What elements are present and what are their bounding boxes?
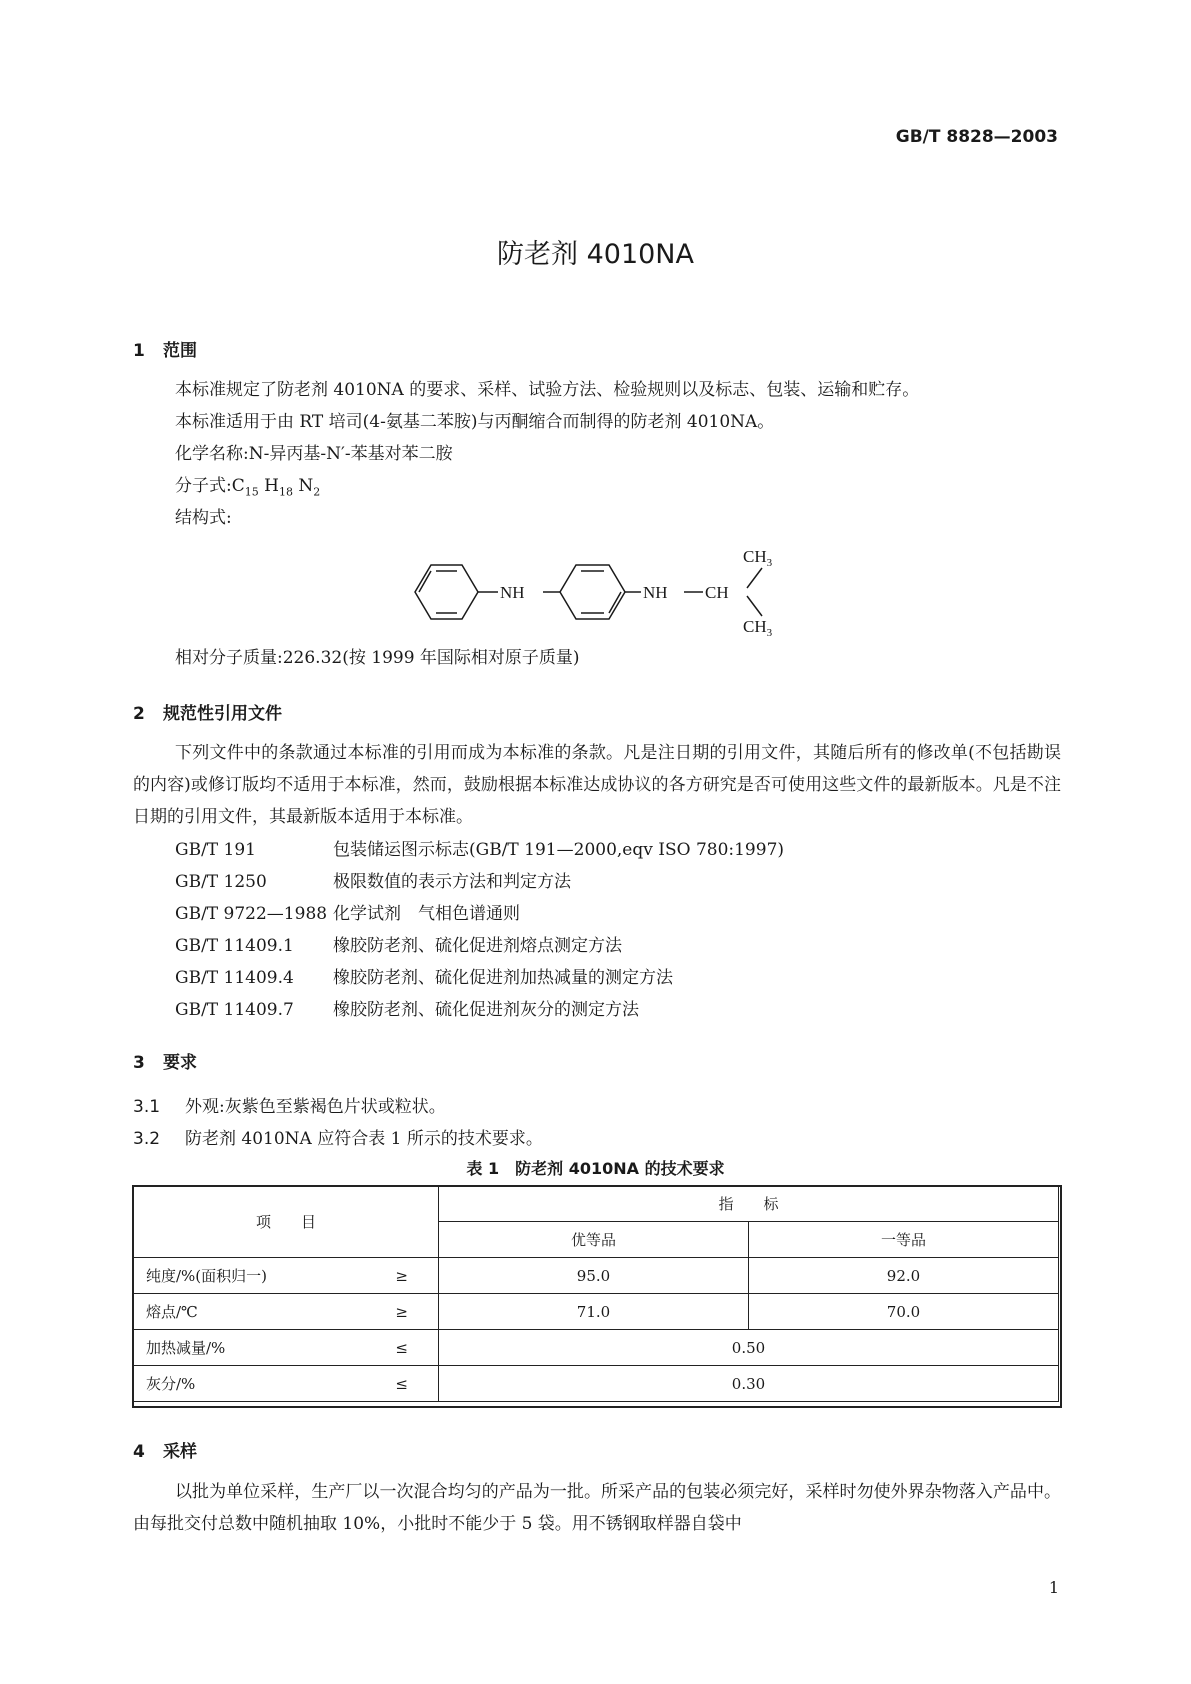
nh-label: NH <box>500 583 525 602</box>
row-relation: ≥ <box>368 1258 439 1294</box>
section-number: 1 <box>133 341 145 361</box>
section-title: 范围 <box>163 341 197 361</box>
formula-h-count: 18 <box>278 485 293 499</box>
item-number: 3.2 <box>133 1129 161 1149</box>
benzene-ring-right <box>560 565 625 619</box>
row-name: 加热减量/% <box>134 1330 369 1366</box>
reference-item <box>175 994 639 1026</box>
formula-c: C <box>231 476 245 496</box>
paragraph: 本标准规定了防老剂 4010NA 的要求、采样、试验方法、检验规则以及标志、包装、运输和贮存。 <box>175 380 920 400</box>
formula-c-count: 15 <box>244 485 259 499</box>
paragraph: 下列文件中的条款通过本标准的引用而成为本标准的条款。凡是注日期的引用文件，其随后所有的修改单(不包括勘误的内容)或修订版均不适用于本标准，然而，鼓励根据本标准达成协议的各方研究是否可使用这些文件的最新版本。凡是不注日期的引用文件，其最新版本适用于本标准。 <box>133 743 1061 827</box>
formula-h: H <box>264 476 279 496</box>
header-index: 指 标 <box>439 1186 1059 1222</box>
reference-title: 橡胶防老剂、硫化促进剂加热减量的测定方法 <box>333 968 673 988</box>
section-3-heading <box>133 1048 197 1073</box>
table-row <box>134 1258 1059 1294</box>
reference-title: 橡胶防老剂、硫化促进剂灰分的测定方法 <box>333 1000 639 1020</box>
document-title: 防老剂 4010NA <box>497 239 694 270</box>
section-2-heading <box>133 699 282 724</box>
structure-label: 结构式: <box>175 508 232 528</box>
row-value: 0.50 <box>439 1330 1059 1366</box>
section-number: 3 <box>133 1053 145 1073</box>
nh-label: NH <box>643 583 668 602</box>
row-value: 0.30 <box>439 1366 1059 1402</box>
requirement-item <box>133 1092 446 1117</box>
item-text: 防老剂 4010NA 应符合表 1 所示的技术要求。 <box>185 1129 543 1149</box>
ch-label: CH <box>705 583 729 602</box>
paragraph: 本标准适用于由 RT 培司(4-氨基二苯胺)与丙酮缩合而制得的防老剂 4010NA。 <box>175 412 775 432</box>
table-row <box>134 1366 1059 1402</box>
item-text: 外观:灰紫色至紫褐色片状或粒状。 <box>185 1097 446 1117</box>
formula-label: 分子式: <box>175 476 232 496</box>
row-value-first: 70.0 <box>749 1294 1059 1330</box>
row-value-first: 92.0 <box>749 1258 1059 1294</box>
table-title: 表 1 防老剂 4010NA 的技术要求 <box>466 1159 725 1178</box>
formula-n-count: 2 <box>313 485 321 499</box>
table-row <box>134 1330 1059 1366</box>
reference-item <box>175 834 784 866</box>
section-title: 采样 <box>163 1442 197 1462</box>
item-number: 3.1 <box>133 1097 161 1117</box>
paragraph: 以批为单位采样，生产厂以一次混合均匀的产品为一批。所采产品的包装必须完好，采样时勿使外界杂物落入产品中。由每批交付总数中随机抽取 10%，小批时不能少于 5 袋。用不锈钢取样器自袋中 <box>133 1482 1061 1534</box>
reference-code: GB/T 11409.7 <box>175 1000 294 1020</box>
row-name: 灰分/% <box>134 1366 369 1402</box>
header-grade-premium: 优等品 <box>439 1222 749 1258</box>
header-item: 项 目 <box>134 1186 439 1258</box>
section-number: 2 <box>133 704 145 724</box>
reference-code: GB/T 11409.4 <box>175 968 294 988</box>
ch3-label-bottom: $CH_3$ <box>743 617 773 639</box>
reference-item <box>175 898 520 930</box>
reference-title: 橡胶防老剂、硫化促进剂熔点测定方法 <box>333 936 622 956</box>
row-name: 熔点/℃ <box>134 1294 369 1330</box>
molecular-mass: 相对分子质量:226.32(按 1999 年国际相对原子质量) <box>175 648 580 668</box>
reference-code: GB/T 191 <box>175 840 256 860</box>
reference-item <box>175 962 673 994</box>
row-relation: ≥ <box>368 1294 439 1330</box>
row-relation: ≤ <box>368 1330 439 1366</box>
benzene-ring-left <box>415 565 478 619</box>
ch3-label-top: $CH_3$ <box>743 547 773 569</box>
row-name: 纯度/%(面积归一) <box>134 1258 369 1294</box>
reference-title: 包装储运图示标志(GB/T 191—2000,eqv ISO 780:1997) <box>333 840 785 860</box>
table-row <box>134 1294 1059 1330</box>
section-1-heading <box>133 336 197 361</box>
section-title: 要求 <box>163 1053 197 1073</box>
requirements-table <box>133 1186 1059 1402</box>
section-title: 规范性引用文件 <box>163 704 282 724</box>
section-number: 4 <box>133 1442 145 1462</box>
reference-code: GB/T 1250 <box>175 872 267 892</box>
reference-code: GB/T 9722—1988 <box>175 904 328 924</box>
page-number: 1 <box>1048 1578 1059 1597</box>
section-4-heading <box>133 1437 197 1462</box>
structural-formula <box>400 536 800 646</box>
reference-code: GB/T 11409.1 <box>175 936 294 956</box>
row-value-premium: 95.0 <box>439 1258 749 1294</box>
header-grade-first: 一等品 <box>749 1222 1059 1258</box>
reference-title: 极限数值的表示方法和判定方法 <box>333 872 571 892</box>
row-relation: ≤ <box>368 1366 439 1402</box>
reference-item <box>175 930 622 962</box>
chemical-name: 化学名称:N-异丙基-N′-苯基对苯二胺 <box>175 444 453 464</box>
reference-item <box>175 866 571 898</box>
requirement-item <box>133 1124 543 1149</box>
standard-number: GB/T 8828—2003 <box>895 127 1058 147</box>
row-value-premium: 71.0 <box>439 1294 749 1330</box>
formula-n: N <box>298 476 314 496</box>
reference-title: 化学试剂 气相色谱通则 <box>333 904 520 924</box>
